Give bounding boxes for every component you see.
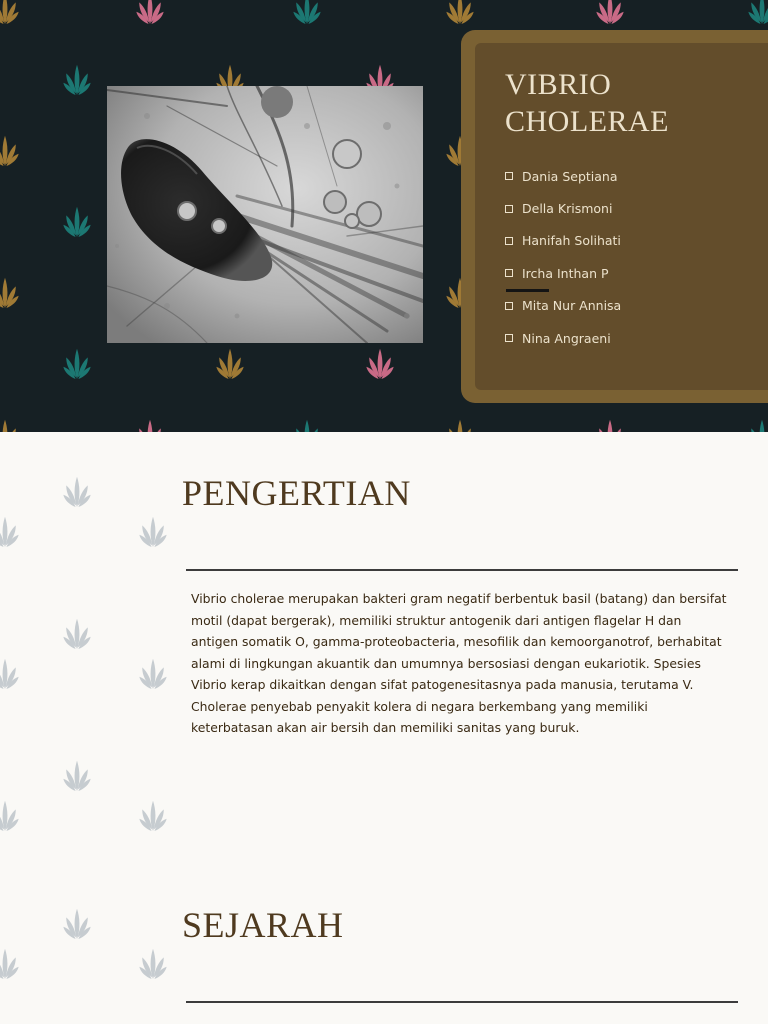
section-body-text: Vibrio cholerae merupakan bakteri gram negatif berbentuk basil (batang) dan bersifat motil (dapat bergerak), memiliki struktur antogenik dari antigen flagelar H dan antigen somatik O, gamma-proteobacteria, mesofilik dan kemoorganotrof, berhabitat alami di lingkungan akuantik dan umumnya bersosiasi dengan eukariotik. Spesies Vibrio kerap dikaitkan dengan sifat patogenesitasnya pada manusia, terutama V. Cholerae penyebab penyakit kolera di negara berkembang yang memiliki keterbatasan akan air bersih dan memiliki sanitas yang buruk. bbox=[191, 591, 727, 735]
leaf-sprig-icon bbox=[63, 349, 90, 379]
leaf-sprig-icon bbox=[0, 659, 19, 689]
heading-divider bbox=[186, 1001, 738, 1003]
member-item bbox=[505, 160, 621, 192]
leaf-sprig-icon bbox=[63, 619, 90, 649]
cover-slide bbox=[0, 0, 768, 432]
title-line-2: CHOLERAE bbox=[505, 105, 669, 138]
leaf-sprig-icon bbox=[0, 0, 19, 24]
title-line-1: VIBRIO bbox=[505, 68, 612, 101]
checkbox-icon bbox=[505, 237, 513, 245]
leaf-sprig-icon bbox=[293, 0, 320, 24]
section-heading: PENGERTIAN bbox=[182, 473, 411, 513]
leaf-sprig-icon bbox=[63, 477, 90, 507]
checkbox-icon bbox=[505, 205, 513, 213]
leaf-sprig-icon bbox=[139, 801, 166, 831]
checkbox-icon bbox=[505, 269, 513, 277]
leaf-sprig-icon bbox=[136, 420, 163, 432]
leaf-sprig-icon bbox=[596, 420, 623, 432]
member-name: Ircha Inthan P bbox=[522, 265, 609, 281]
leaf-sprig-icon bbox=[63, 909, 90, 939]
leaf-sprig-icon bbox=[0, 949, 19, 979]
leaf-sprig-icon bbox=[216, 349, 243, 379]
leaf-sprig-icon bbox=[63, 207, 90, 237]
leaf-sprig-icon bbox=[446, 420, 473, 432]
leaf-sprig-icon bbox=[293, 420, 320, 432]
member-list bbox=[505, 160, 621, 354]
leaf-sprig-icon bbox=[139, 659, 166, 689]
sejarah-slide bbox=[0, 864, 768, 1024]
member-item bbox=[505, 192, 621, 224]
leaf-sprig-icon bbox=[136, 0, 163, 24]
leaf-sprig-icon bbox=[596, 0, 623, 24]
accent-underline bbox=[506, 289, 549, 292]
member-item bbox=[505, 225, 621, 257]
leaf-sprig-icon bbox=[0, 801, 19, 831]
leaf-sprig-icon bbox=[748, 420, 768, 432]
leaf-sprig-icon bbox=[63, 65, 90, 95]
slide-title bbox=[505, 66, 745, 140]
leaf-sprig-icon bbox=[446, 0, 473, 24]
checkbox-icon bbox=[505, 302, 513, 310]
pengertian-slide bbox=[0, 432, 768, 864]
leaf-sprig-icon bbox=[366, 349, 393, 379]
leaf-sprig-icon bbox=[139, 949, 166, 979]
member-item bbox=[505, 290, 621, 322]
member-name: Della Krismoni bbox=[522, 201, 613, 217]
leaf-sprig-icon bbox=[0, 136, 19, 166]
member-name: Dania Septiana bbox=[522, 168, 618, 184]
checkbox-icon bbox=[505, 334, 513, 342]
leaf-sprig-icon bbox=[0, 420, 19, 432]
member-name: Mita Nur Annisa bbox=[522, 298, 622, 314]
member-name: Nina Angraeni bbox=[522, 330, 611, 346]
checkbox-icon bbox=[505, 172, 513, 180]
heading-divider bbox=[186, 569, 738, 571]
leaf-sprig-icon bbox=[0, 278, 19, 308]
bacteria-micrograph-image bbox=[107, 86, 423, 343]
leaf-sprig-icon bbox=[139, 517, 166, 547]
member-item bbox=[505, 322, 621, 354]
leaf-sprig-icon bbox=[0, 517, 19, 547]
leaf-pattern-strip bbox=[0, 432, 200, 864]
leaf-sprig-icon bbox=[63, 761, 90, 791]
member-item bbox=[505, 257, 621, 289]
section-heading: SEJARAH bbox=[182, 905, 344, 945]
leaf-pattern-strip bbox=[0, 864, 200, 1024]
member-name: Hanifah Solihati bbox=[522, 233, 621, 249]
leaf-sprig-icon bbox=[748, 0, 768, 24]
